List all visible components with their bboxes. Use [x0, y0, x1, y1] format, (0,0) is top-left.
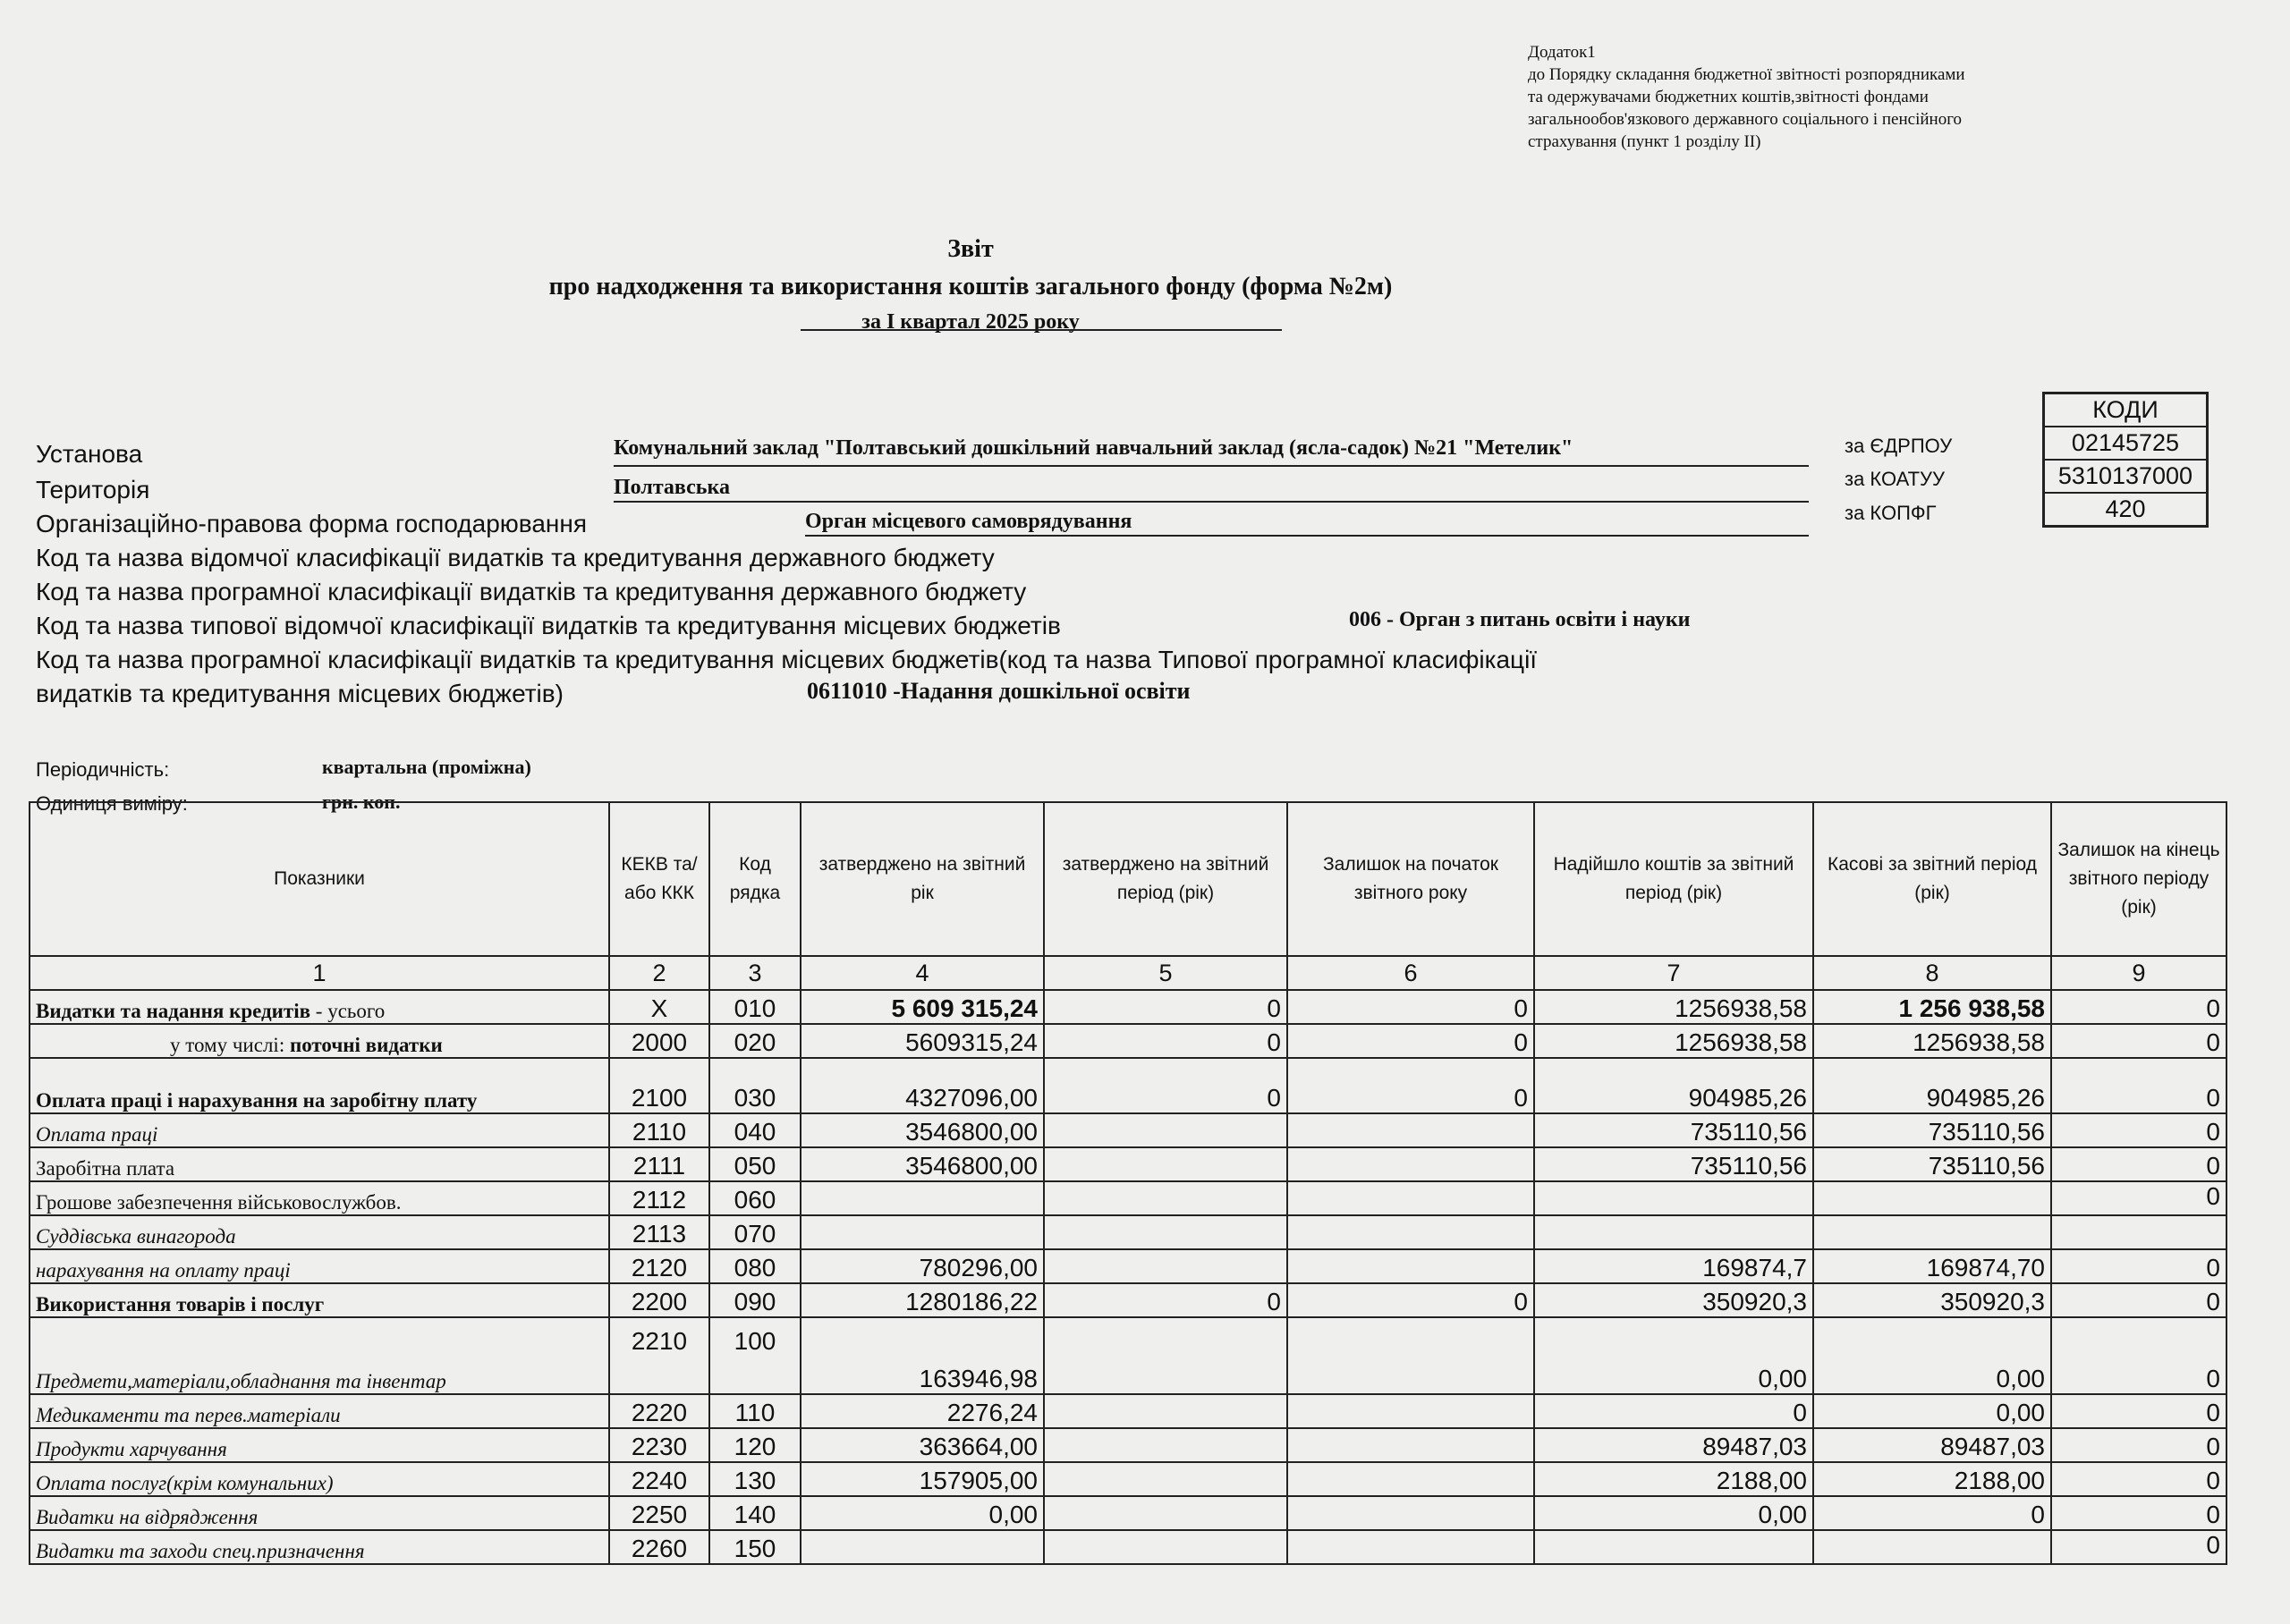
- title-line-1: Звіт: [947, 235, 994, 263]
- dept-class-state-label: Код та назва відомчої класифікації видатків та кредитування державного бюджету: [36, 544, 995, 571]
- row-name: Грошове забезпечення військовослужбов.: [30, 1181, 609, 1215]
- row-balance-end: 0: [2051, 1058, 2226, 1113]
- row-approved-period: [1044, 1113, 1287, 1147]
- table-row: [30, 1496, 2226, 1530]
- row-name: Оплата послуг(крім комунальних): [30, 1462, 609, 1496]
- row-approved-period: [1044, 1181, 1287, 1215]
- row-name: Видатки та заходи спец.призначення: [30, 1530, 609, 1564]
- row-balance-start: 0: [1287, 1058, 1534, 1113]
- row-cash: 2188,00: [1813, 1462, 2051, 1496]
- table-row: [30, 1113, 2226, 1147]
- row-code: 030: [709, 1058, 801, 1113]
- institution-label: Установа: [36, 440, 143, 468]
- appendix-line: страхування (пункт 1 розділу II): [1528, 132, 1761, 151]
- row-balance-start: [1287, 1530, 1534, 1564]
- row-balance-start: [1287, 1317, 1534, 1394]
- code-kopfg: 420: [2105, 495, 2146, 522]
- row-received: 0: [1534, 1394, 1813, 1428]
- row-code: 060: [709, 1181, 801, 1215]
- kopfg-label: за КОПФГ: [1845, 502, 1937, 524]
- table-row: [30, 1530, 2226, 1564]
- row-code: 020: [709, 1024, 801, 1058]
- row-code: 120: [709, 1428, 801, 1462]
- prog-class-local-label-2: видатків та кредитування місцевих бюджетів): [36, 680, 564, 707]
- row-kekv: 2230: [609, 1428, 709, 1462]
- row-received: 89487,03: [1534, 1428, 1813, 1462]
- header-row-code: Код рядка: [709, 802, 801, 956]
- row-approved-period: [1044, 1215, 1287, 1249]
- row-cash: 169874,70: [1813, 1249, 2051, 1283]
- row-approved-period: [1044, 1428, 1287, 1462]
- territory-value: Полтавська: [614, 476, 730, 499]
- report-title: [537, 231, 1404, 338]
- unit-label: Одиниця виміру:: [36, 792, 188, 815]
- row-balance-end: 0: [2051, 1024, 2226, 1058]
- title-underline: [801, 329, 1282, 331]
- row-approved-period: 0: [1044, 1283, 1287, 1317]
- row-balance-start: [1287, 1428, 1534, 1462]
- dept-class-local-label: Код та назва типової відомчої класифікації видатків та кредитування місцевих бюджетів: [36, 612, 1061, 639]
- row-approved-period: [1044, 1462, 1287, 1496]
- row-name: Продукти харчування: [30, 1428, 609, 1462]
- row-received: 1256938,58: [1534, 990, 1813, 1024]
- header-balance-end: Залишок на кінець звітного періоду (рік): [2051, 802, 2226, 956]
- header-cash: Касові за звітний період (рік): [1813, 802, 2051, 956]
- row-received: 735110,56: [1534, 1147, 1813, 1181]
- row-received: 2188,00: [1534, 1462, 1813, 1496]
- row-balance-start: [1287, 1181, 1534, 1215]
- row-cash: 0,00: [1813, 1317, 2051, 1394]
- prog-class-local-label-1: Код та назва програмної класифікації видатків та кредитування місцевих бюджетів(код та назва Типової програмної класифікації: [36, 646, 1538, 673]
- row-balance-end: 0: [2051, 1283, 2226, 1317]
- row-cash: 735110,56: [1813, 1113, 2051, 1147]
- row-balance-end: 0: [2051, 1249, 2226, 1283]
- row-name: [30, 1024, 609, 1058]
- territory-underline: [614, 501, 1809, 503]
- table-row: [30, 1317, 2226, 1394]
- row-name: Використання товарів і послуг: [30, 1283, 609, 1317]
- koatuu-label: за КОАТУУ: [1845, 468, 1945, 490]
- row-name: Оплата праці: [30, 1113, 609, 1147]
- header-row: [30, 802, 2226, 956]
- row-received: 169874,7: [1534, 1249, 1813, 1283]
- row-balance-end: 0: [2051, 1462, 2226, 1496]
- header-approved-period: затверджено на звітний період (рік): [1044, 802, 1287, 956]
- row-kekv: 2113: [609, 1215, 709, 1249]
- row-approved-period: [1044, 1147, 1287, 1181]
- column-numbers-row: [30, 956, 2226, 990]
- row-balance-start: [1287, 1147, 1534, 1181]
- code-edrpou: 02145725: [2045, 427, 2206, 461]
- col-number: 6: [1287, 956, 1534, 990]
- row-name: Видатки на відрядження: [30, 1496, 609, 1530]
- row-approved-year: 4327096,00: [801, 1058, 1044, 1113]
- row-name: Оплата праці і нарахування на заробітну плату: [30, 1058, 609, 1113]
- row-code: 090: [709, 1283, 801, 1317]
- row-approved-year: 363664,00: [801, 1428, 1044, 1462]
- row-cash: [1813, 1181, 2051, 1215]
- row-cash: [1813, 1215, 2051, 1249]
- row-approved-year: 1280186,22: [801, 1283, 1044, 1317]
- col-number: 4: [801, 956, 1044, 990]
- row-balance-end: 0: [2051, 1317, 2226, 1394]
- row-cash: [1813, 1530, 2051, 1564]
- row-name: Суддівська винагорода: [30, 1215, 609, 1249]
- row-kekv: 2240: [609, 1462, 709, 1496]
- row-received: 904985,26: [1534, 1058, 1813, 1113]
- row-balance-start: 0: [1287, 1024, 1534, 1058]
- table-row: [30, 1249, 2226, 1283]
- territory-label: Територія: [36, 476, 150, 503]
- org-form-value: Орган місцевого самоврядування: [805, 510, 1132, 533]
- row-kekv: 2000: [609, 1024, 709, 1058]
- col-number: 2: [609, 956, 709, 990]
- row-kekv: 2112: [609, 1181, 709, 1215]
- row-name-suffix: - усього: [310, 1000, 386, 1022]
- row-code: 080: [709, 1249, 801, 1283]
- row-approved-year: 780296,00: [801, 1249, 1044, 1283]
- row-approved-period: 0: [1044, 1024, 1287, 1058]
- row-balance-start: [1287, 1249, 1534, 1283]
- appendix-line: до Порядку складання бюджетної звітності розпорядниками: [1528, 65, 1965, 84]
- row-approved-period: [1044, 1249, 1287, 1283]
- row-balance-end: 0: [2051, 1147, 2226, 1181]
- edrpou-label: за ЄДРПОУ: [1845, 435, 1953, 457]
- row-code: 140: [709, 1496, 801, 1530]
- institution-value: Комунальний заклад "Полтавський дошкільний навчальний заклад (ясла-садок) №21 "Метелик": [614, 436, 1573, 460]
- col-number: 7: [1534, 956, 1813, 990]
- prog-class-local-value: 0611010 -Надання дошкільної освіти: [807, 678, 1191, 704]
- row-cash: 904985,26: [1813, 1058, 2051, 1113]
- appendix-note: [1528, 41, 2208, 153]
- row-received: [1534, 1215, 1813, 1249]
- row-kekv: 2210: [609, 1317, 709, 1394]
- row-cash: 1256938,58: [1813, 1024, 2051, 1058]
- row-received: 0,00: [1534, 1496, 1813, 1530]
- table-row: [30, 1283, 2226, 1317]
- col-number: 8: [1813, 956, 2051, 990]
- row-kekv: X: [609, 990, 709, 1024]
- col-number: 9: [2051, 956, 2226, 990]
- header-balance-start: Залишок на початок звітного року: [1287, 802, 1534, 956]
- row-kekv: 2100: [609, 1058, 709, 1113]
- row-received: 1256938,58: [1534, 1024, 1813, 1058]
- codes-header: КОДИ: [2045, 394, 2206, 427]
- row-received: 0,00: [1534, 1317, 1813, 1394]
- row-approved-year: 5609315,24: [801, 1024, 1044, 1058]
- row-received: 735110,56: [1534, 1113, 1813, 1147]
- unit-value: грн. коп.: [322, 791, 401, 813]
- row-approved-period: [1044, 1530, 1287, 1564]
- row-code: 150: [709, 1530, 801, 1564]
- row-kekv: 2110: [609, 1113, 709, 1147]
- row-balance-start: [1287, 1113, 1534, 1147]
- header-indicators: Показники: [30, 802, 609, 956]
- table-row: [30, 1181, 2226, 1215]
- appendix-line: Додаток1: [1528, 43, 1596, 62]
- row-balance-start: 0: [1287, 1283, 1534, 1317]
- row-balance-start: [1287, 1394, 1534, 1428]
- table-row: [30, 1394, 2226, 1428]
- row-approved-year: 5 609 315,24: [801, 990, 1044, 1024]
- row-kekv: 2260: [609, 1530, 709, 1564]
- col-number: 1: [30, 956, 609, 990]
- row-code: 110: [709, 1394, 801, 1428]
- row-name: нарахування на оплату праці: [30, 1249, 609, 1283]
- row-kekv: 2111: [609, 1147, 709, 1181]
- row-approved-period: 0: [1044, 990, 1287, 1024]
- row-name: Заробітна плата: [30, 1147, 609, 1181]
- periodicity-value: квартальна (проміжна): [322, 756, 531, 778]
- row-approved-year: 3546800,00: [801, 1113, 1044, 1147]
- row-approved-year: 163946,98: [801, 1317, 1044, 1394]
- row-balance-start: [1287, 1215, 1534, 1249]
- appendix-line: та одержувачами бюджетних коштів,звітності фондами: [1528, 88, 1929, 106]
- row-approved-year: [801, 1181, 1044, 1215]
- row-approved-period: [1044, 1496, 1287, 1530]
- appendix-line: загальнообов'язкового державного соціального і пенсійного: [1528, 110, 1963, 129]
- row-received: [1534, 1181, 1813, 1215]
- table-row: [30, 1215, 2226, 1249]
- header-received: Надійшло коштів за звітний період (рік): [1534, 802, 1813, 956]
- header-approved-year: затверджено на звітний рік: [801, 802, 1044, 956]
- row-kekv: 2250: [609, 1496, 709, 1530]
- periodicity-label: Періодичність:: [36, 758, 170, 781]
- code-koatuu: 5310137000: [2045, 461, 2206, 494]
- org-form-underline: [805, 535, 1809, 537]
- row-balance-end: 0: [2051, 1394, 2226, 1428]
- row-approved-year: [801, 1530, 1044, 1564]
- prog-class-state-label: Код та назва програмної класифікації видатків та кредитування державного бюджету: [36, 578, 1027, 605]
- row-approved-year: 2276,24: [801, 1394, 1044, 1428]
- row-approved-year: 0,00: [801, 1496, 1044, 1530]
- table-row: [30, 1024, 2226, 1058]
- table-row: [30, 990, 2226, 1024]
- header-kekv: КЕКВ та/або ККК: [609, 802, 709, 956]
- dept-class-local-value: 006 - Орган з питань освіти і науки: [1349, 608, 1691, 631]
- row-balance-end: 0: [2051, 1181, 2226, 1215]
- row-balance-end: 0: [2051, 1530, 2226, 1564]
- row-name-text: поточні видатки: [289, 1034, 443, 1056]
- row-balance-end: 0: [2051, 1428, 2226, 1462]
- row-approved-period: [1044, 1317, 1287, 1394]
- table-row: [30, 1058, 2226, 1113]
- row-cash: 0,00: [1813, 1394, 2051, 1428]
- row-received: [1534, 1530, 1813, 1564]
- row-name: [30, 990, 609, 1024]
- row-code: 100: [709, 1317, 801, 1394]
- row-kekv: 2220: [609, 1394, 709, 1428]
- row-approved-year: [801, 1215, 1044, 1249]
- row-balance-start: [1287, 1462, 1534, 1496]
- codes-box: [2042, 392, 2209, 528]
- row-code: 130: [709, 1462, 801, 1496]
- row-cash: 0: [1813, 1496, 2051, 1530]
- row-balance-start: [1287, 1496, 1534, 1530]
- col-number: 5: [1044, 956, 1287, 990]
- table-row: [30, 1147, 2226, 1181]
- row-balance-start: 0: [1287, 990, 1534, 1024]
- row-code: 010: [709, 990, 801, 1024]
- institution-underline: [614, 465, 1809, 467]
- col-number: 3: [709, 956, 801, 990]
- row-approved-year: 157905,00: [801, 1462, 1044, 1496]
- report-table: [29, 801, 2227, 1565]
- row-code: 050: [709, 1147, 801, 1181]
- table-row: [30, 1462, 2226, 1496]
- row-cash: 89487,03: [1813, 1428, 2051, 1462]
- row-name-text: Видатки та надання кредитів: [36, 1000, 311, 1022]
- row-name-prefix: у тому числі:: [170, 1034, 285, 1056]
- row-approved-year: 3546800,00: [801, 1147, 1044, 1181]
- title-line-2: про надходження та використання коштів загального фонду (форма №2м): [548, 273, 1393, 300]
- table-row: [30, 1428, 2226, 1462]
- row-name: Предмети,матеріали,обладнання та інвентар: [30, 1317, 609, 1394]
- row-cash: 1 256 938,58: [1813, 990, 2051, 1024]
- title-period: за I квартал 2025 року: [861, 310, 1080, 334]
- row-name: Медикаменти та перев.матеріали: [30, 1394, 609, 1428]
- row-kekv: 2120: [609, 1249, 709, 1283]
- row-approved-period: 0: [1044, 1058, 1287, 1113]
- row-approved-period: [1044, 1394, 1287, 1428]
- row-received: 350920,3: [1534, 1283, 1813, 1317]
- row-kekv: 2200: [609, 1283, 709, 1317]
- row-cash: 350920,3: [1813, 1283, 2051, 1317]
- row-balance-end: [2051, 1215, 2226, 1249]
- row-balance-end: 0: [2051, 1113, 2226, 1147]
- org-form-label: Організаційно-правова форма господарювання: [36, 510, 587, 537]
- row-code: 070: [709, 1215, 801, 1249]
- row-balance-end: 0: [2051, 990, 2226, 1024]
- row-balance-end: 0: [2051, 1496, 2226, 1530]
- row-cash: 735110,56: [1813, 1147, 2051, 1181]
- row-code: 040: [709, 1113, 801, 1147]
